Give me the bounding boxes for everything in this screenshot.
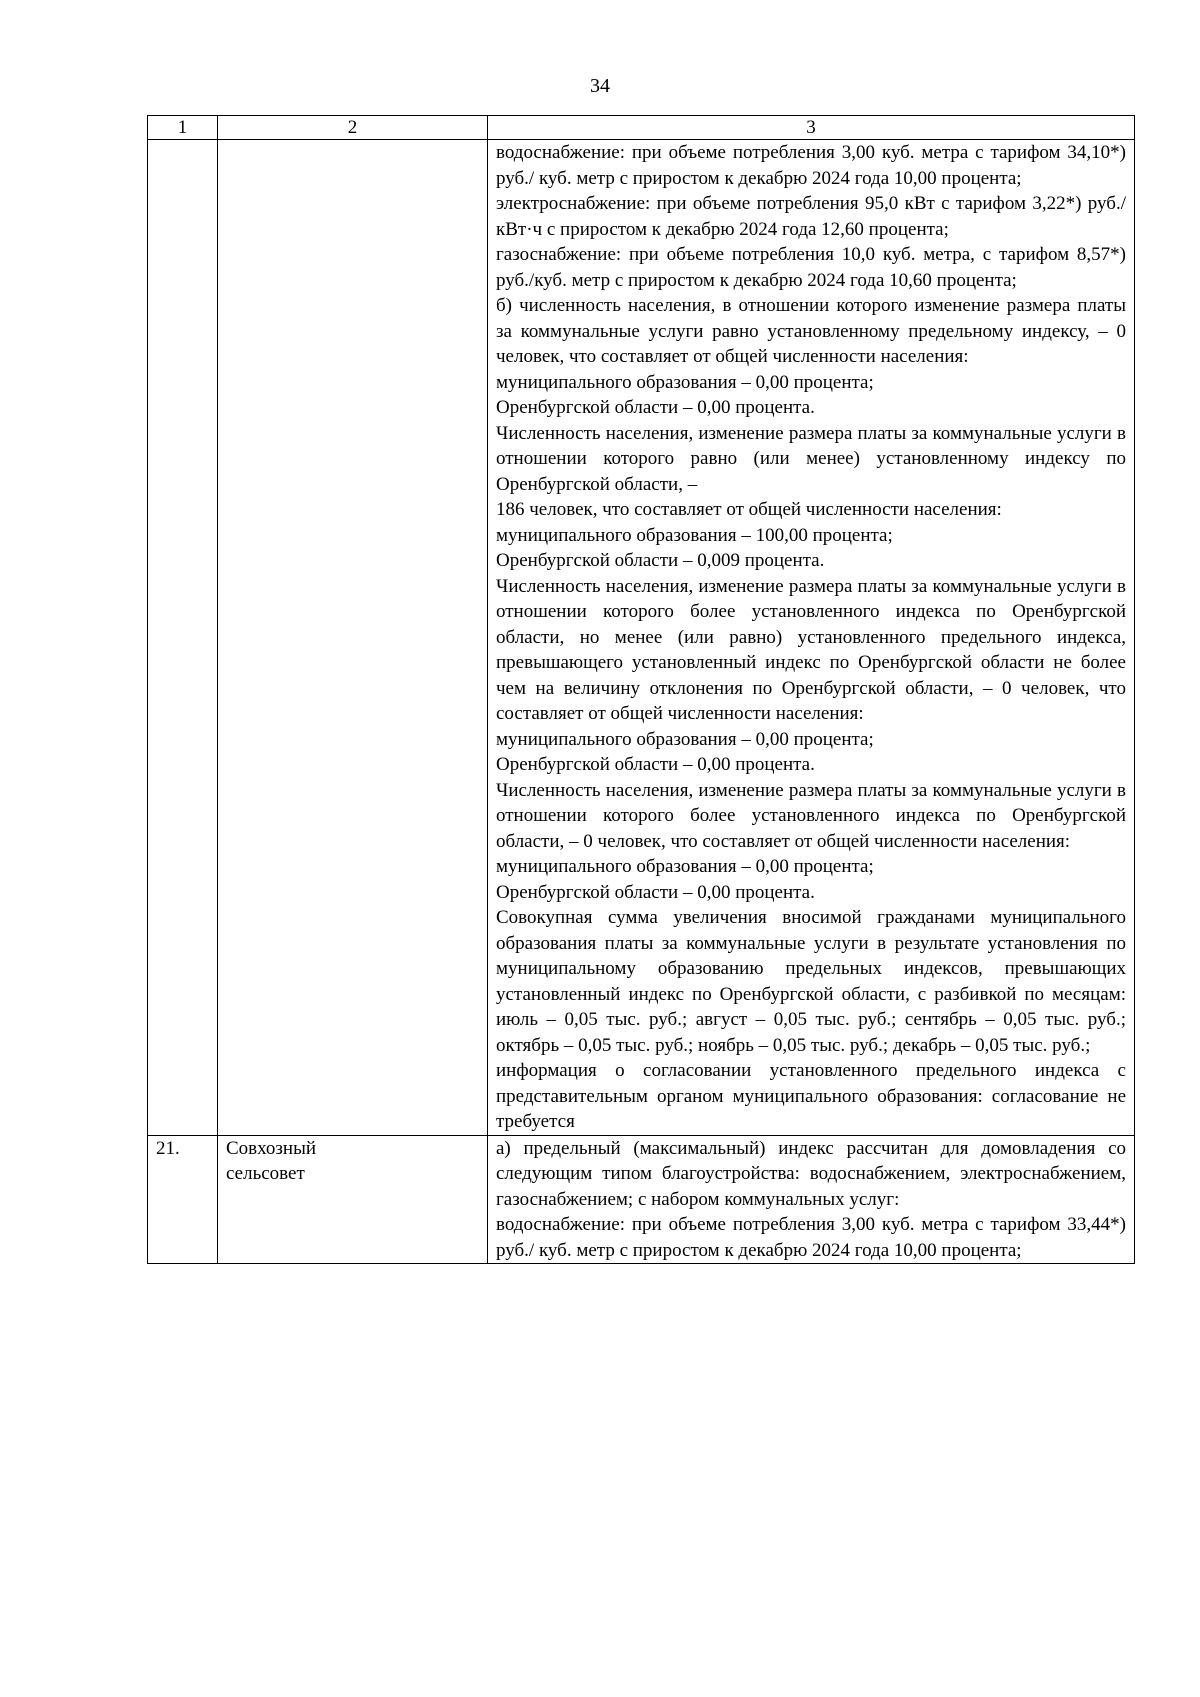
municipality-type-line: сельсовет [226, 1163, 305, 1184]
header-cell-2: 2 [218, 116, 488, 140]
page-number: 34 [590, 75, 610, 97]
municipality-name-cell [218, 1135, 488, 1264]
table-row-21 [148, 1135, 1135, 1264]
paragraph-population-above-within-deviation: Численность населения, изменение размера платы за коммунальные услуги в отношении которого более установленного индекса по Оренбургской области, но менее (или равно) установленного предельного индекса, превышающего установленный индекс по Оренбургской области не более чем на величину отклонения по Оренбургской области, – 0 человек, что составляет от общей численности населения: [496, 575, 1126, 724]
paragraph-municipality-share: муниципального образования – 100,00 процента; [496, 524, 893, 546]
row-number-cell [148, 140, 218, 1136]
municipality-name-line: Совхозный [226, 1137, 317, 1159]
paragraph-max-index: а) предельный (максимальный) индекс рассчитан для домовладения со следующим типом благоустройства: водоснабжением, электроснабжением, газоснабжением; с набором коммунальных услуг: [496, 1137, 1126, 1210]
paragraph-region-share: Оренбургской области – 0,00 процента. [496, 881, 815, 903]
paragraph-population-count: 186 человек, что составляет от общей численности населения: [496, 499, 1002, 520]
paragraph-region-share: Оренбургской области – 0,00 процента. [496, 397, 815, 418]
paragraph-municipality-share: муниципального образования – 0,00 процента; [496, 371, 874, 393]
paragraph-total-increase: Совокупная сумма увеличения вносимой гражданами муниципального образования платы за коммунальные услуги в результате установления по муниципальному образованию предельных индексов, превышающих установленный индекс по Оренбургской области, с разбивкой по месяцам: июль – 0,05 тыс. руб.; август – 0,05 тыс. руб.; сентябрь – 0,05 тыс. руб.; октябрь – 0,05 тыс. руб.; ноябрь – 0,05 тыс. руб.; декабрь – 0,05 тыс. руб.; [496, 907, 1126, 1056]
paragraph-region-share: Оренбургской области – 0,009 процента. [496, 550, 825, 571]
header-cell-3: 3 [488, 116, 1135, 140]
paragraph-region-share: Оренбургской области – 0,00 процента. [496, 754, 815, 775]
municipality-name-cell [218, 140, 488, 1136]
paragraph-population-less: Численность населения, изменение размера платы за коммунальные услуги в отношении которого равно (или менее) установленному индексу по Оренбургской области, – [496, 422, 1126, 495]
description-cell [488, 140, 1135, 1136]
paragraph-municipality-share: муниципального образования – 0,00 процента; [496, 728, 874, 750]
paragraph-gas-supply: газоснабжение: при объеме потребления 10,0 куб. метра, с тарифом 8,57*) руб./куб. метр с приростом к декабрю 2024 года 10,60 процента; [496, 244, 1126, 291]
header-cell-1: 1 [148, 116, 218, 140]
paragraph-electricity-supply: электроснабжение: при объеме потребления 95,0 кВт с тарифом 3,22*) руб./кВт·ч с приростом к декабрю 2024 года 12,60 процента; [496, 193, 1126, 240]
table-row-continued [148, 140, 1135, 1136]
tariff-table [147, 115, 1135, 1264]
table-header-row [148, 116, 1135, 140]
paragraph-population-above: Численность населения, изменение размера платы за коммунальные услуги в отношении которого более установленного индекса по Оренбургской области, – 0 человек, что составляет от общей численности населения: [496, 779, 1126, 852]
paragraph-population-equal: б) численность населения, в отношении которого изменение размера платы за коммунальные услуги равно установленному предельному индексу, – 0 человек, что составляет от общей численности населения: [496, 295, 1126, 367]
description-cell [488, 1135, 1135, 1264]
paragraph-approval-info: информация о согласовании установленного предельного индекса с представительным органом муниципального образования: согласование не требуется [496, 1060, 1126, 1132]
row-number-cell: 21. [148, 1135, 218, 1264]
paragraph-water-supply: водоснабжение: при объеме потребления 3,00 куб. метра с тарифом 34,10*) руб./ куб. метр с приростом к декабрю 2024 года 10,00 процента; [496, 142, 1126, 189]
paragraph-municipality-share: муниципального образования – 0,00 процента; [496, 856, 874, 877]
paragraph-water-supply: водоснабжение: при объеме потребления 3,00 куб. метра с тарифом 33,44*) руб./ куб. метр с приростом к декабрю 2024 года 10,00 процента; [496, 1214, 1126, 1261]
